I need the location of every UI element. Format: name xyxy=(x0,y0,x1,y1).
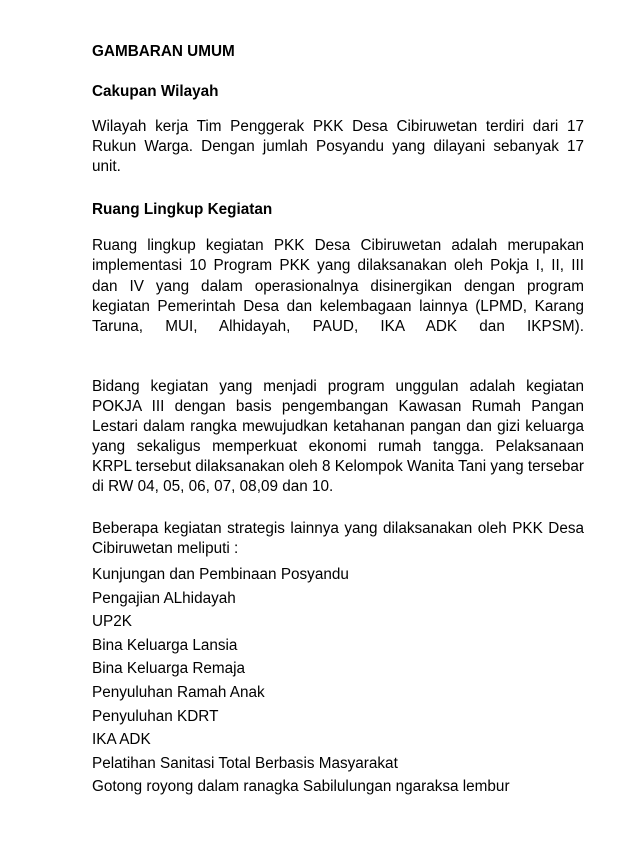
list-item: Kunjungan dan Pembinaan Posyandu xyxy=(92,566,349,583)
list-item: Pengajian ALhidayah xyxy=(92,589,236,607)
list-item: UP2K xyxy=(92,613,132,631)
paragraph-program-unggulan: Bidang kegiatan yang menjadi program unggulan adalah kegiatan POKJA III dengan basis pengembangan Kawasan Rumah Pangan Lestari dalam rangka mewujudkan ketahanan pangan dan gizi keluarga yang sekaligus memperkuat ekonomi rumah tangga. Pelaksanaan KRPL tersebut dilaksanakan oleh 8 Kelompok Wanita Tani yang tersebar di RW 04, 05, 06, 07, 08,09 dan 10. xyxy=(92,378,584,495)
document-title: GAMBARAN UMUM xyxy=(92,43,235,60)
paragraph-ruang-lingkup: Ruang lingkup kegiatan PKK Desa Cibiruwetan adalah merupakan implementasi 10 Program PKK yang dilaksanakan oleh Pokja I, II, III dan IV yang dalam operasionalnya disinergikan dengan program kegiatan Pemerintah Desa dan kelembagaan lainnya (LPMD, Karang Taruna, MUI, Alhidayah, PAUD, IKA ADK dan IKPSM). xyxy=(92,237,584,336)
list-item: Penyuluhan Ramah Anak xyxy=(92,683,265,701)
list-item: Pelatihan Sanitasi Total Berbasis Masyarakat xyxy=(92,754,398,772)
list-item: Bina Keluarga Lansia xyxy=(92,636,238,654)
list-item: IKA ADK xyxy=(92,731,151,749)
activity-list xyxy=(92,563,510,799)
paragraph-kegiatan-strategis: Beberapa kegiatan strategis lainnya yang dilaksanakan oleh PKK Desa Cibiruwetan meliputi : xyxy=(92,520,584,557)
section-heading-cakupan-wilayah: Cakupan Wilayah xyxy=(92,83,219,100)
list-item: Bina Keluarga Remaja xyxy=(92,660,246,678)
list-item: Gotong royong dalam ranagka Sabilulungan ngaraksa lembur xyxy=(92,778,510,796)
list-item: Penyuluhan KDRT xyxy=(92,707,219,725)
section-heading-ruang-lingkup: Ruang Lingkup Kegiatan xyxy=(92,201,273,218)
paragraph-cakupan-wilayah: Wilayah kerja Tim Penggerak PKK Desa Cibiruwetan terdiri dari 17 Rukun Warga. Dengan jumlah Posyandu yang dilayani sebanyak 17 unit. xyxy=(92,118,584,175)
